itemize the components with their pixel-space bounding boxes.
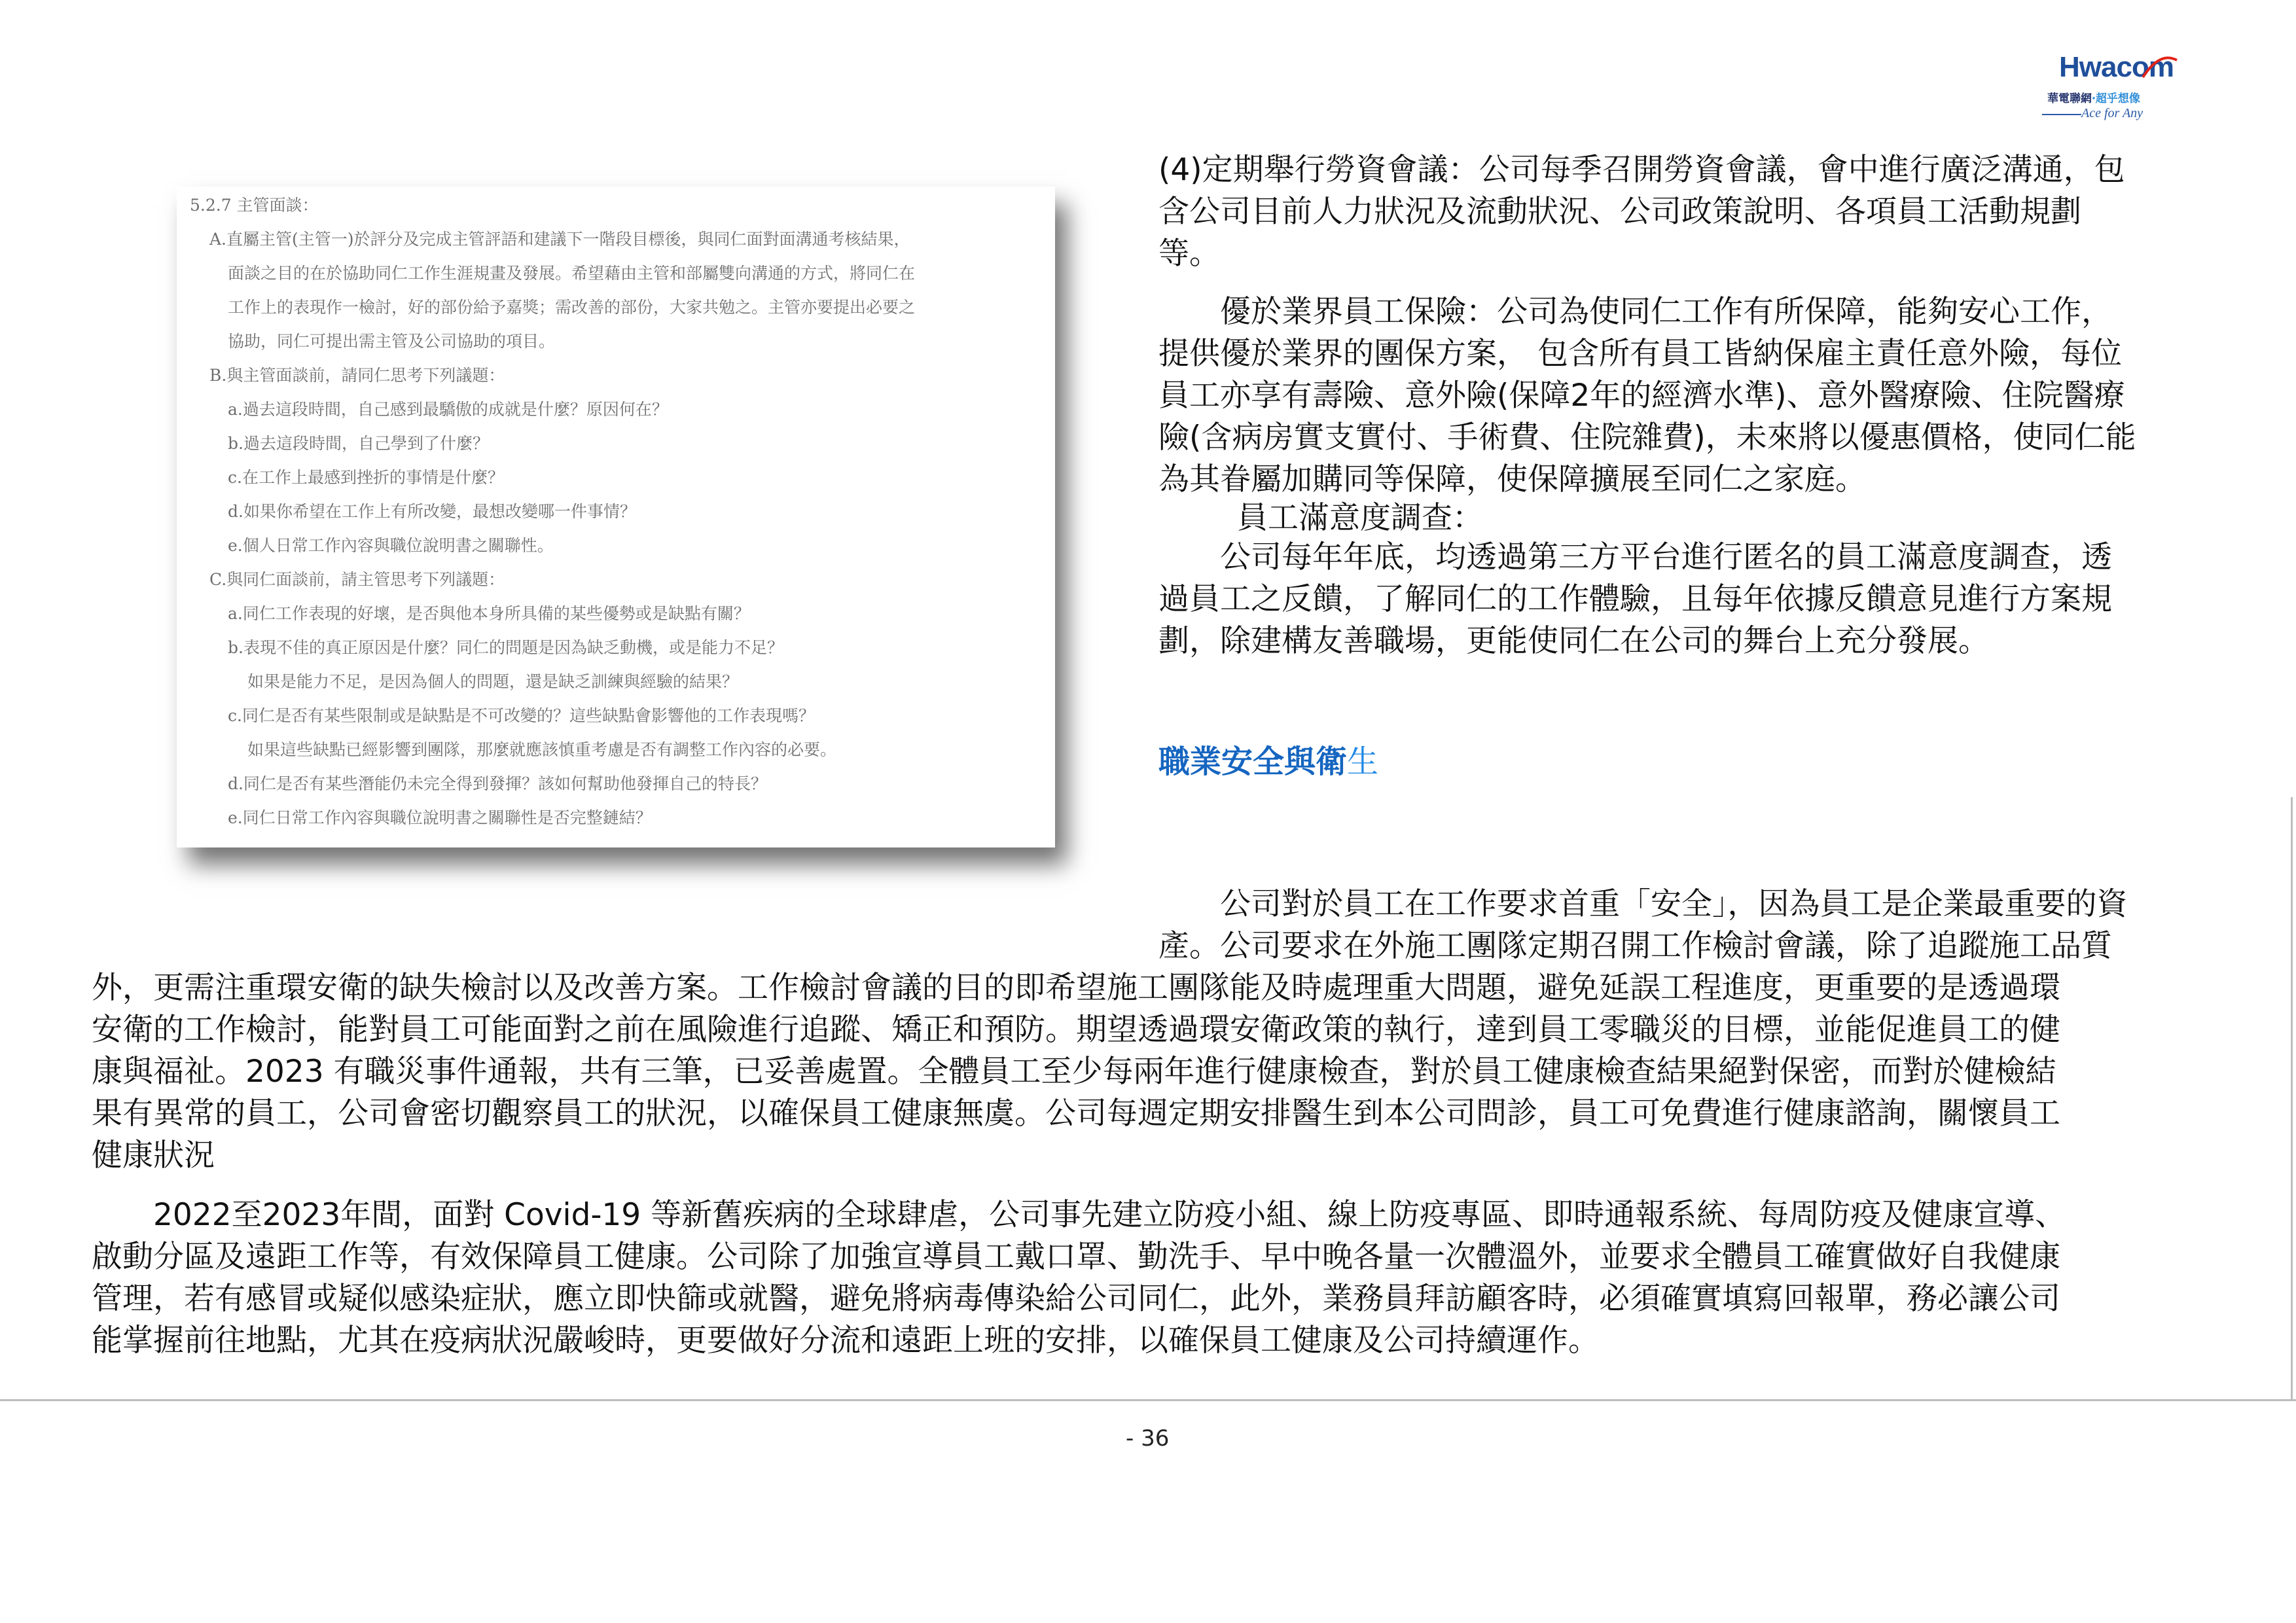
- text-line: 為其眷屬加購同等保障，使保障擴展至同仁之家庭。: [1158, 461, 1866, 497]
- text-line: 健康狀況: [92, 1137, 215, 1173]
- text-line: 果有異常的員工，公司會密切觀察員工的狀況，以確保員工健康無虞。公司每週定期安排醫生到本公司問診，員工可免費進行健康諮詢，關懷員工: [92, 1096, 2060, 1132]
- scan-line: 工作上的表現作一檢討，好的部份給予嘉獎；需改善的部份，大家共勉之。主管亦要提出必要之: [228, 298, 916, 317]
- page-number: - 36: [1126, 1425, 1170, 1452]
- labor-meeting-paragraph: [1158, 149, 2206, 275]
- text-line: 提供優於業界的團保方案， 包含所有員工皆納保雇主責任意外險，每位: [1158, 336, 2122, 372]
- logo-wordmark: Hwacom: [2059, 51, 2174, 83]
- survey-heading: 員工滿意度調查：: [1237, 500, 1483, 536]
- scan-line: c.同仁是否有某些限制或是缺點是不可改變的？這些缺點會影響他的工作表現嗎？: [228, 706, 815, 725]
- scan-line: a.同仁工作表現的好壞，是否與他本身所具備的某些優勢或是缺點有關？: [228, 604, 750, 623]
- text-line: 2022至2023年間，面對 Covid-19 等新舊疾病的全球肆虐，公司事先建立防疫小組、線上防疫專區、即時通報系統、每周防疫及健康宣導、: [92, 1197, 2066, 1233]
- scan-line: 協助，同仁可提出需主管及公司協助的項目。: [228, 332, 556, 351]
- text-line: 康與福祉。2023 有職災事件通報，共有三筆，已妥善處置。全體員工至少每兩年進行健康檢查，對於員工健康檢查結果絕對保密，而對於健檢結: [92, 1054, 2056, 1090]
- scan-line: A.直屬主管(主管一)於評分及完成主管評語和建議下一階段目標後，與同仁面對面溝通考核結果，: [209, 230, 910, 249]
- text-line: 管理，若有感冒或疑似感染症狀，應立即快篩或就醫，避免將病毒傳染給公司同仁，此外，業務員拜訪顧客時，必須確實填寫回報單，務必讓公司: [92, 1281, 2060, 1317]
- text-line: 產。公司要求在外施工團隊定期召開工作檢討會議，除了追蹤施工品質: [1158, 928, 2112, 964]
- text-line: 劃，除建構友善職場，更能使同仁在公司的舞台上充分發展。: [1158, 623, 1989, 659]
- logo-slogan: Ace for Any: [2081, 106, 2144, 120]
- scan-line: e.個人日常工作內容與職位說明書之關聯性。: [228, 536, 554, 555]
- hwacom-logo: [2042, 51, 2199, 130]
- scan-line: 面談之目的在於協助同仁工作生涯規畫及發展。希望藉由主管和部屬雙向溝通的方式，將同仁在: [228, 264, 916, 283]
- text-line: 安衛的工作檢討，能對員工可能面對之前在風險進行追蹤、矯正和預防。期望透過環安衛政策的執行，達到員工零職災的目標，並能促進員工的健: [92, 1012, 2060, 1048]
- covid-paragraph: [92, 1194, 2212, 1362]
- text-line: 優於業界員工保險：公司為使同仁工作有所保障，能夠安心工作，: [1158, 294, 2112, 330]
- text-line: 員工亦享有壽險、意外險(保障2年的經濟水準)、意外醫療險、住院醫療: [1158, 378, 2125, 414]
- text-line: 能掌握前往地點，尤其在疫病狀況嚴峻時，更要做好分流和遠距上班的安排，以確保員工健康及公司持續運作。: [92, 1323, 1599, 1359]
- scan-line: b.過去這段時間，自己學到了什麼？: [228, 434, 489, 453]
- safety-paragraph-start: [1158, 883, 2206, 967]
- text-line: 險(含病房實支實付、手術費、住院雜費)，未來將以優惠價格，使同仁能: [1158, 419, 2136, 455]
- insurance-paragraph: [1158, 291, 2209, 501]
- logo-swoosh-icon: [2140, 51, 2179, 84]
- scan-line: 如果是能力不足，是因為個人的問題，還是缺乏訓練與經驗的結果？: [247, 672, 739, 691]
- text-line: 過員工之反饋，了解同仁的工作體驗，且每年依據反饋意見進行方案規: [1158, 581, 2112, 617]
- scan-line: e.同仁日常工作內容與職位說明書之關聯性是否完整鏈結？: [228, 808, 652, 827]
- logo-rule: [2042, 114, 2081, 115]
- section-title: 職業安全與衛生: [1158, 743, 1379, 780]
- logo-chinese: 華電聯網‧超乎想像: [2047, 92, 2140, 105]
- footer-divider: [0, 1399, 2296, 1401]
- text-line: 公司對於員工在工作要求首重「安全」，因為員工是企業最重要的資: [1158, 886, 2128, 922]
- text-line: 等。: [1158, 236, 1220, 272]
- scan-line: d.同仁是否有某些潛能仍未完全得到發揮？該如何幫助他發揮自己的特長？: [228, 774, 767, 793]
- scan-line: 如果這些缺點已經影響到團隊，那麼就應該慎重考慮是否有調整工作內容的必要。: [247, 740, 837, 759]
- text-line: 含公司目前人力狀況及流動狀況、公司政策說明、各項員工活動規劃: [1158, 194, 2081, 230]
- scan-line: c.在工作上最感到挫折的事情是什麼？: [228, 468, 504, 487]
- right-border-line: [2291, 797, 2293, 1399]
- text-line: 公司每年年底，均透過第三方平台進行匿名的員工滿意度調查，透: [1158, 539, 2112, 575]
- scan-line: C.與同仁面談前，請主管思考下列議題：: [209, 570, 505, 589]
- scan-line: d.如果你希望在工作上有所改變，最想改變哪一件事情？: [228, 502, 636, 521]
- safety-paragraph-continued: [92, 967, 2212, 1177]
- scan-line: a.過去這段時間，自己感到最驕傲的成就是什麼？原因何在？: [228, 400, 668, 419]
- scan-line: b.表現不佳的真正原因是什麼？同仁的問題是因為缺乏動機，或是能力不足？: [228, 638, 783, 657]
- text-line: 啟動分區及遠距工作等，有效保障員工健康。公司除了加強宣導員工戴口罩、勤洗手、早中晚各量一次體溫外，並要求全體員工確實做好自我健康: [92, 1239, 2060, 1275]
- text-line: (4)定期舉行勞資會議：公司每季召開勞資會議，會中進行廣泛溝通，包: [1158, 152, 2125, 188]
- scan-line: 5.2.7 主管面談：: [190, 196, 319, 215]
- survey-paragraph: [1158, 537, 2206, 662]
- scanned-excerpt-image: [177, 187, 1055, 847]
- scan-line: B.與主管面談前，請同仁思考下列議題：: [209, 366, 505, 385]
- text-line: 外，更需注重環安衛的缺失檢討以及改善方案。工作檢討會議的目的即希望施工團隊能及時處理重大問題，避免延誤工程進度，更重要的是透過環: [92, 970, 2060, 1006]
